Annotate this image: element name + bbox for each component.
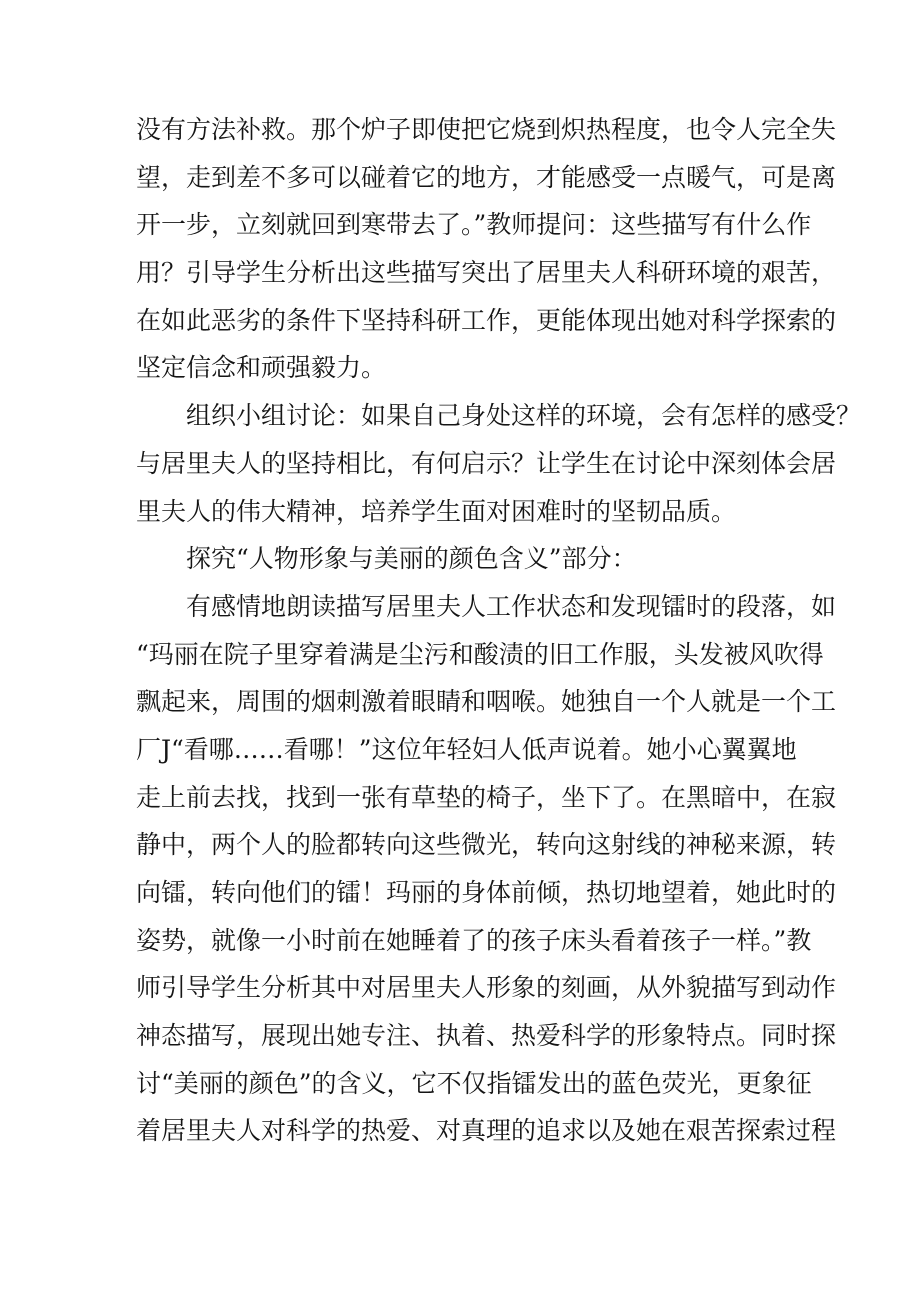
text-line: 姿势，就像一小时前在她睡着了的孩子床头看着孩子一样。”教 — [136, 925, 812, 955]
text-line: 没有方法补救。那个炉子即使把它烧到炽热程度，也令人完全失 — [136, 115, 837, 144]
text-line: 师引导学生分析其中对居里夫人形象的刻画，从外貌描写到动作 — [136, 973, 837, 1003]
text-line: 飘起来，周围的烟刺激着眼睛和咽喉。她独自一个人就是一个工 — [136, 687, 837, 717]
text-line: 坚定信念和顽强毅力。 — [136, 353, 387, 383]
paragraph-first-line: 有感情地朗读描写居里夫人工作状态和发现镭时的段落，如 — [186, 591, 837, 621]
text-line: 静中，两个人的脸都转向这些微光，转向这射线的神秘来源，转 — [136, 830, 837, 860]
text-line: 向镭，转向他们的镭！玛丽的身体前倾，热切地望着，她此时的 — [136, 878, 837, 907]
text-line: “玛丽在院子里穿着满是尘污和酸渍的旧工作服，头发被风吹得 — [136, 639, 824, 669]
text-line: 与居里夫人的坚持相比，有何启示？让学生在讨论中深刻体会居 — [136, 448, 837, 478]
document-body-text — [136, 106, 862, 1155]
text-line: 望，走到差不多可以碰着它的地方，才能感受一点暖气，可是离 — [136, 162, 837, 192]
text-line: 开一步，立刻就回到寒带去了。”教师提问：这些描写有什么作 — [136, 210, 812, 240]
paragraph-first-line: 组织小组讨论：如果自己身处这样的环境，会有怎样的感受？ — [186, 401, 862, 431]
text-line: 在如此恶劣的条件下坚持科研工作，更能体现出她对科学探索的 — [136, 305, 837, 335]
text-line: 着居里夫人对科学的热爱、对真理的追求以及她在艰苦探索过程 — [136, 1116, 837, 1146]
text-line: 讨“美丽的颜色”的含义，它不仅指镭发出的蓝色荧光，更象征 — [136, 1068, 812, 1098]
text-line: 用？引导学生分析出这些描写突出了居里夫人科研环境的艰苦， — [136, 258, 837, 288]
paragraph-first-line: 探究“人物形象与美丽的颜色含义”部分： — [186, 544, 637, 574]
text-line: 走上前去找，找到一张有草垫的椅子，坐下了。在黑暗中，在寂 — [136, 782, 837, 812]
text-line: 神态描写，展现出她专注、执着、热爱科学的形象特点。同时探 — [136, 1021, 837, 1051]
text-line: 厂J“看哪……看哪！”这位年轻妇人低声说着。她小心翼翼地 — [136, 734, 797, 764]
text-line: 里夫人的伟大精神，培养学生面对困难时的坚韧品质。 — [136, 496, 737, 526]
